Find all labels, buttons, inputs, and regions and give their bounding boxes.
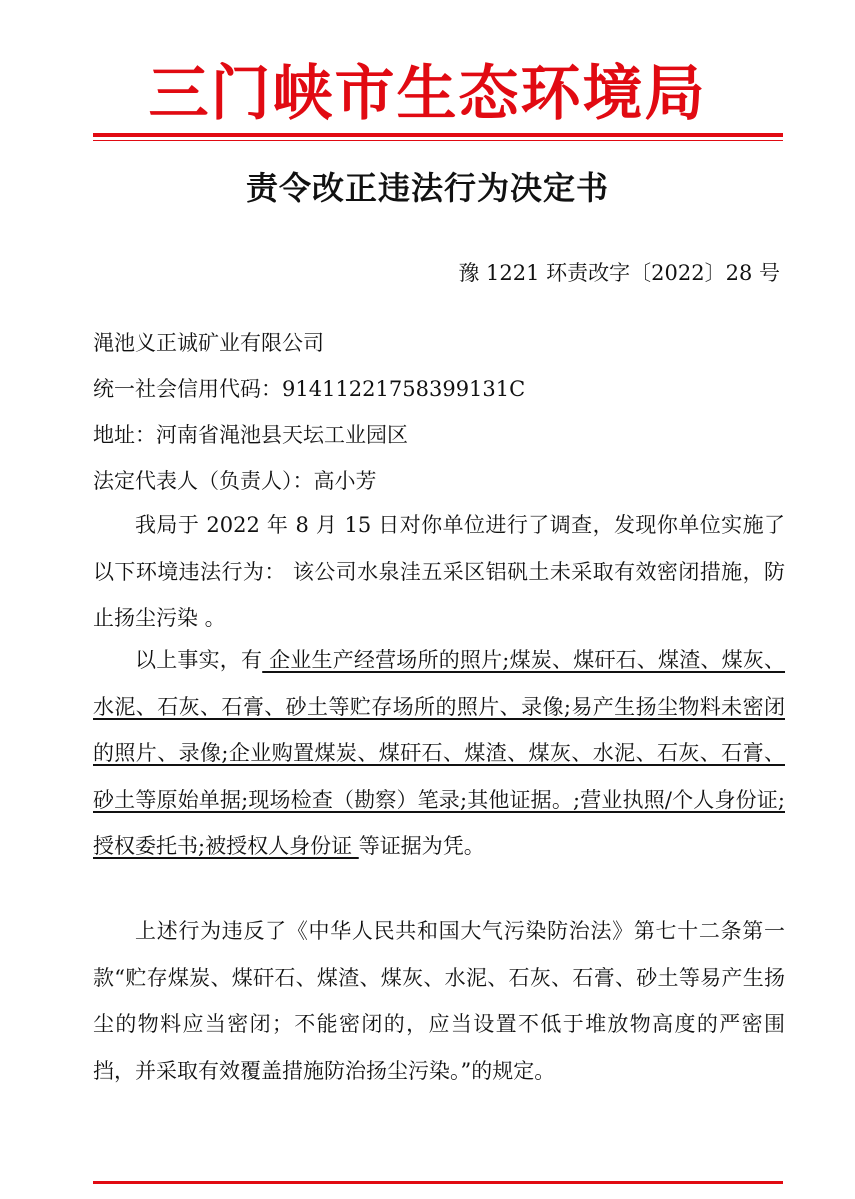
document-number: 豫 1221 环责改字〔2022〕28 号	[458, 261, 780, 285]
evidence-suffix: 等证据为凭。	[358, 834, 485, 859]
header-rule-thin	[93, 140, 783, 141]
evidence-prefix: 以上事实，有	[135, 648, 263, 672]
footer-rule	[93, 1181, 783, 1184]
legal-representative: 法定代表人（负责人）：高小芳	[93, 469, 377, 493]
evidence-list: 企业生产经营场所的照片;煤炭、煤矸石、煤渣、煤灰、水泥、石灰、石膏、砂土等贮存场所的照片、录像;易产生扬尘物料未密闭的照片、录像;企业购置煤炭、煤矸石、煤渣、煤灰、水泥、石灰、石膏、砂土等原始单据;现场检查（勘察）笔录;其他证据。;营业执照/个人身份证;授权委托书;被授权人身份证	[93, 648, 786, 859]
agency-masthead: 三门峡市生态环境局	[148, 59, 707, 129]
investigation-paragraph: 我局于 2022 年 8 月 15 日对你单位进行了调查，发现你单位实施了以下环境违法行为： 该公司水泉洼五采区铝矾土未采取有效密闭措施，防止扬尘污染 。	[93, 513, 785, 631]
address: 地址：河南省渑池县天坛工业园区	[93, 423, 408, 447]
evidence-paragraph	[93, 637, 785, 870]
legal-basis-paragraph: 上述行为违反了《中华人民共和国大气污染防治法》第七十二条第一款“贮存煤炭、煤矸石、煤渣、煤灰、水泥、石灰、石膏、砂土等易产生扬尘的物料应当密闭；不能密闭的，应当设置不低于堆放物高度的严密围挡，并采取有效覆盖措施防治扬尘污染。”的规定。	[93, 919, 785, 1083]
credit-code: 统一社会信用代码：91411221758399131C	[93, 377, 526, 401]
company-name: 渑池义正诚矿业有限公司	[93, 331, 324, 355]
document-title: 责令改正违法行为决定书	[245, 169, 609, 207]
header-rule-thick	[93, 133, 783, 137]
